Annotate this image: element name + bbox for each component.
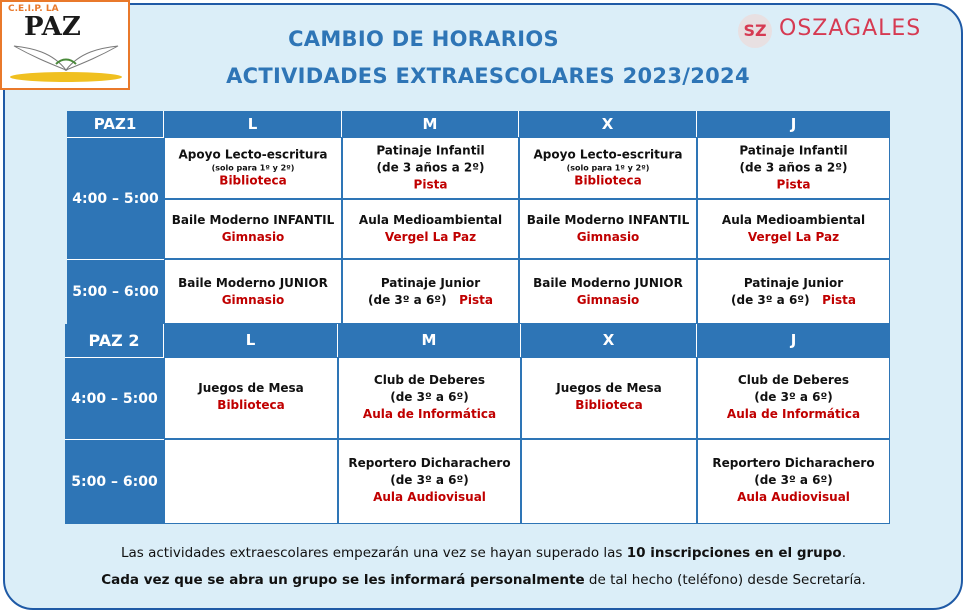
brand-logo <box>738 14 938 48</box>
activity-place: Gimnasio <box>576 230 640 244</box>
paz1-cell <box>342 137 519 199</box>
activity-place: Gimnasio <box>221 230 285 244</box>
logo-prefix: C.E.I.P. LA <box>8 4 59 14</box>
paz1-cell <box>697 137 890 199</box>
paz2-cell <box>697 439 890 524</box>
activity-name: Reportero Dicharachero <box>712 456 875 470</box>
paz2-cell <box>697 357 890 439</box>
brand-name: OSZAGALES <box>779 16 922 41</box>
paz1-cell <box>164 259 342 324</box>
activity-note: (solo para 1º y 2º) <box>211 163 295 173</box>
activity-place: Biblioteca <box>575 398 643 412</box>
paz2-cell <box>338 439 521 524</box>
paz1-cell <box>519 137 697 199</box>
activity-note: (de 3º a 6º) <box>754 473 833 487</box>
activity-name: Reportero Dicharachero <box>348 456 511 470</box>
activity-name: Aula Medioambiental <box>358 213 503 227</box>
activity-place: Vergel La Paz <box>384 230 477 244</box>
paz2-day-j: J <box>697 324 890 357</box>
activity-note: (de 3º a 6º) <box>390 390 469 404</box>
activity-note: (de 3º a 6º) <box>368 292 447 307</box>
activity-name: Patinaje Infantil <box>376 143 485 158</box>
paz2-day-l: L <box>164 324 338 357</box>
footer-text: . <box>841 545 847 561</box>
activity-place: Biblioteca <box>217 398 285 412</box>
paz2-cell <box>338 357 521 439</box>
paz1-time-1: 4:00 – 5:00 <box>67 137 164 259</box>
paz1-day-j: J <box>697 111 890 137</box>
activity-place: Aula de Informática <box>726 407 861 421</box>
paz1-cell <box>519 199 697 259</box>
footer-text: Las actividades extraescolares empezarán una vez se hayan superado las <box>120 545 627 561</box>
paz2-cell <box>521 357 697 439</box>
footer-text: de tal hecho (teléfono) desde Secretaría. <box>584 572 866 588</box>
activity-place: Biblioteca <box>574 173 642 188</box>
paz2-cell-empty <box>164 439 338 524</box>
activity-name: Club de Deberes <box>737 373 850 387</box>
logo-text: PAZ <box>24 12 81 42</box>
paz2-cell-empty <box>521 439 697 524</box>
activity-place: Aula Audiovisual <box>737 490 850 504</box>
paz1-day-m: M <box>342 111 519 137</box>
footer-line-2 <box>0 572 967 588</box>
brand-mark-icon: SZ <box>738 14 772 48</box>
paz2-time-1: 4:00 – 5:00 <box>65 357 164 439</box>
activity-name: Baile Moderno JUNIOR <box>178 275 328 290</box>
paz1-day-l: L <box>164 111 342 137</box>
activity-place: Pista <box>459 292 493 307</box>
paz1-cell <box>164 199 342 259</box>
footer-bold: 10 inscripciones en el grupo <box>626 545 842 561</box>
footer-bold: Cada vez que se abra un grupo se les informará personalmente <box>101 572 585 588</box>
title-line-1: CAMBIO DE HORARIOS <box>288 27 559 51</box>
activity-note: (de 3º a 6º) <box>390 473 469 487</box>
activity-place: Biblioteca <box>219 173 287 188</box>
activity-note: (solo para 1º y 2º) <box>566 163 650 173</box>
paz2-cell <box>164 357 338 439</box>
activity-place: Pista <box>776 177 811 192</box>
paz1-cell <box>519 259 697 324</box>
activity-name: Patinaje Junior <box>743 275 844 290</box>
paz2-time-2: 5:00 – 6:00 <box>65 439 164 524</box>
paz1-cell <box>342 199 519 259</box>
paz2-day-x: X <box>521 324 697 357</box>
paz1-day-x: X <box>519 111 697 137</box>
activity-name: Baile Moderno INFANTIL <box>171 213 335 227</box>
activity-note: (de 3 años a 2º) <box>739 160 848 175</box>
activity-place: Gimnasio <box>221 292 285 307</box>
activity-note: (de 3º a 6º) <box>754 390 833 404</box>
activity-note: (de 3 años a 2º) <box>376 160 485 175</box>
footer-line-1 <box>0 545 967 561</box>
activity-name: Baile Moderno JUNIOR <box>533 275 683 290</box>
paz1-cell <box>697 259 890 324</box>
activity-place: Pista <box>822 292 856 307</box>
title-line-2: ACTIVIDADES EXTRAESCOLARES 2023/2024 <box>226 64 750 88</box>
activity-name: Juegos de Mesa <box>198 381 304 395</box>
activity-place: Vergel La Paz <box>747 230 840 244</box>
activity-note: (de 3º a 6º) <box>731 292 810 307</box>
paz1-cell <box>342 259 519 324</box>
activity-name: Patinaje Infantil <box>739 143 848 158</box>
activity-place: Aula Audiovisual <box>373 490 486 504</box>
activity-place: Aula de Informática <box>362 407 497 421</box>
activity-name: Juegos de Mesa <box>556 381 662 395</box>
activity-name: Baile Moderno INFANTIL <box>526 213 690 227</box>
paz1-cell <box>697 199 890 259</box>
paz2-label: PAZ 2 <box>65 324 164 357</box>
activity-name: Aula Medioambiental <box>721 213 866 227</box>
activity-name: Apoyo Lecto-escritura <box>533 147 683 162</box>
activity-name: Apoyo Lecto-escritura <box>178 147 328 162</box>
activity-place: Pista <box>413 177 448 192</box>
paz1-time-2: 5:00 – 6:00 <box>67 259 164 324</box>
activity-name: Patinaje Junior <box>380 275 481 290</box>
activity-place: Gimnasio <box>576 292 640 307</box>
paz2-day-m: M <box>338 324 521 357</box>
activity-name: Club de Deberes <box>373 373 486 387</box>
paz1-cell <box>164 137 342 199</box>
paz1-label: PAZ1 <box>67 111 164 137</box>
